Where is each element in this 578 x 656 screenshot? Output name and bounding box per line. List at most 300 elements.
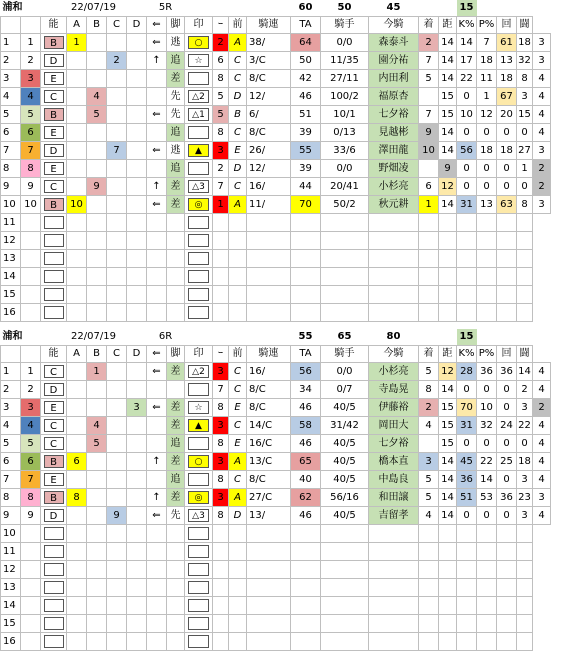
mark-cell[interactable] xyxy=(185,196,213,214)
empty-cell[interactable] xyxy=(213,579,229,597)
input-box[interactable] xyxy=(188,306,210,319)
row-number[interactable]: 11 xyxy=(1,214,21,232)
empty-cell[interactable] xyxy=(147,250,167,268)
jockey-stats-cell[interactable]: 31/42 xyxy=(321,417,369,435)
rank-b-cell[interactable]: 4 xyxy=(87,417,107,435)
empty-cell[interactable] xyxy=(419,286,439,304)
row-number[interactable]: 8 xyxy=(1,489,21,507)
k-percent-cell[interactable]: 0 xyxy=(457,435,477,453)
k-percent-2-cell[interactable]: 36 xyxy=(477,363,497,381)
input-box[interactable] xyxy=(44,617,64,630)
empty-cell[interactable] xyxy=(147,304,167,322)
p-percent-cell[interactable]: 63 xyxy=(497,196,517,214)
empty-cell[interactable] xyxy=(87,543,107,561)
empty-cell[interactable] xyxy=(517,268,533,286)
k-percent-2-cell[interactable]: 14 xyxy=(477,471,497,489)
column-header[interactable]: K% xyxy=(457,346,477,363)
column-header[interactable]: A xyxy=(67,346,87,363)
input-box[interactable] xyxy=(188,288,210,301)
empty-cell[interactable] xyxy=(107,286,127,304)
fight-cell[interactable]: 4 xyxy=(533,363,551,381)
empty-cell[interactable] xyxy=(419,561,439,579)
input-box[interactable] xyxy=(44,306,64,319)
frame-number[interactable]: 4 xyxy=(21,417,41,435)
column-header[interactable]: 脚 xyxy=(167,17,185,34)
rank-a-cell[interactable] xyxy=(67,52,87,70)
empty-cell[interactable] xyxy=(517,543,533,561)
column-header[interactable]: 闘 xyxy=(517,346,533,363)
ability-cell[interactable] xyxy=(41,399,67,417)
kiren-cell[interactable]: 13/ xyxy=(247,507,291,525)
distance-cell[interactable]: 15 xyxy=(439,417,457,435)
empty-cell[interactable] xyxy=(517,633,533,651)
ta-cell[interactable]: 46 xyxy=(291,507,321,525)
finish-cell[interactable]: 7 xyxy=(419,52,439,70)
empty-cell[interactable] xyxy=(167,268,185,286)
kiren-cell[interactable]: 12/ xyxy=(247,160,291,178)
ta-cell[interactable]: 51 xyxy=(291,106,321,124)
k-percent-cell[interactable]: 10 xyxy=(457,106,477,124)
count-cell[interactable]: 0 xyxy=(517,124,533,142)
leg-style-cell[interactable]: 差 xyxy=(167,489,185,507)
frame-number[interactable]: 1 xyxy=(21,363,41,381)
rank-c-cell[interactable] xyxy=(107,471,127,489)
empty-cell[interactable] xyxy=(247,579,291,597)
ability-cell[interactable] xyxy=(41,88,67,106)
row-number[interactable]: 13 xyxy=(1,579,21,597)
jockey-name-cell[interactable]: 小杉亮 xyxy=(369,363,419,381)
empty-cell[interactable] xyxy=(369,214,419,232)
k-percent-2-cell[interactable]: 7 xyxy=(477,34,497,52)
empty-cell[interactable] xyxy=(229,232,247,250)
corner-cell[interactable] xyxy=(21,17,41,34)
empty-cell[interactable] xyxy=(517,250,533,268)
column-header[interactable]: 回 xyxy=(497,346,517,363)
empty-cell[interactable] xyxy=(457,597,477,615)
ta-cell[interactable]: 58 xyxy=(291,417,321,435)
prediction-mark[interactable]: ◎ xyxy=(188,198,210,211)
empty-cell[interactable] xyxy=(321,561,369,579)
fight-cell[interactable]: 4 xyxy=(533,70,551,88)
rank-c-cell[interactable]: 2 xyxy=(107,52,127,70)
empty-cell[interactable] xyxy=(369,633,419,651)
ability-cell[interactable] xyxy=(41,471,67,489)
mark-cell[interactable] xyxy=(185,417,213,435)
race-number[interactable]: 5R xyxy=(158,2,173,13)
prediction-mark[interactable]: ☆ xyxy=(188,54,210,67)
finish-cell[interactable]: 9 xyxy=(419,124,439,142)
empty-cell[interactable] xyxy=(41,250,67,268)
empty-cell[interactable] xyxy=(229,615,247,633)
ability-grade[interactable]: C xyxy=(44,365,64,378)
leg-style-cell[interactable] xyxy=(167,381,185,399)
empty-cell[interactable] xyxy=(497,633,517,651)
ta-cell[interactable]: 44 xyxy=(291,178,321,196)
mark-cell[interactable] xyxy=(185,88,213,106)
header-value-3[interactable]: 45 xyxy=(386,2,401,13)
mark-letter-cell[interactable]: C xyxy=(229,381,247,399)
empty-cell[interactable] xyxy=(229,214,247,232)
k-percent-2-cell[interactable]: 13 xyxy=(477,196,497,214)
rank-b-cell[interactable] xyxy=(87,52,107,70)
empty-cell[interactable] xyxy=(321,615,369,633)
mark-number-cell[interactable]: 5 xyxy=(213,106,229,124)
empty-cell[interactable] xyxy=(439,633,457,651)
count-cell[interactable]: 3 xyxy=(517,399,533,417)
empty-cell[interactable] xyxy=(439,615,457,633)
rank-c-cell[interactable] xyxy=(107,106,127,124)
empty-cell[interactable] xyxy=(21,304,41,322)
arrow-cell[interactable]: ⇐ xyxy=(147,142,167,160)
column-header[interactable]: ｰ xyxy=(213,346,229,363)
kiren-cell[interactable]: 27/C xyxy=(247,489,291,507)
finish-cell[interactable]: 8 xyxy=(419,381,439,399)
k-percent-2-cell[interactable]: 1 xyxy=(477,88,497,106)
arrow-cell[interactable]: ⇐ xyxy=(147,507,167,525)
mark-number-cell[interactable]: 3 xyxy=(213,363,229,381)
empty-cell[interactable] xyxy=(247,525,291,543)
ta-cell[interactable]: 39 xyxy=(291,160,321,178)
empty-cell[interactable] xyxy=(167,579,185,597)
row-number[interactable]: 2 xyxy=(1,381,21,399)
empty-cell[interactable] xyxy=(439,579,457,597)
rank-d-cell[interactable] xyxy=(127,88,147,106)
prediction-mark[interactable]: ▲ xyxy=(188,419,210,432)
column-header[interactable]: 能 xyxy=(41,346,67,363)
distance-cell[interactable]: 9 xyxy=(439,160,457,178)
row-number[interactable]: 4 xyxy=(1,417,21,435)
count-cell[interactable]: 3 xyxy=(517,507,533,525)
empty-cell[interactable] xyxy=(497,543,517,561)
empty-cell[interactable] xyxy=(321,633,369,651)
empty-cell[interactable] xyxy=(439,268,457,286)
mark-number-cell[interactable]: 3 xyxy=(213,453,229,471)
mark-cell[interactable] xyxy=(185,489,213,507)
count-cell[interactable]: 8 xyxy=(517,70,533,88)
empty-cell[interactable] xyxy=(67,286,87,304)
jockey-name-cell[interactable]: 岡田大 xyxy=(369,417,419,435)
k-percent-cell[interactable]: 70 xyxy=(457,399,477,417)
frame-number[interactable]: 2 xyxy=(21,52,41,70)
leg-style-cell[interactable]: 差 xyxy=(167,399,185,417)
mark-cell[interactable] xyxy=(185,435,213,453)
frame-number[interactable]: 6 xyxy=(21,124,41,142)
jockey-stats-cell[interactable]: 27/11 xyxy=(321,70,369,88)
rank-d-cell[interactable] xyxy=(127,489,147,507)
empty-cell[interactable] xyxy=(147,633,167,651)
ability-grade[interactable]: E xyxy=(44,126,64,139)
k-percent-cell[interactable]: 36 xyxy=(457,471,477,489)
header-value-2[interactable]: 50 xyxy=(337,2,352,13)
column-header[interactable]: B xyxy=(87,346,107,363)
column-header[interactable]: TA xyxy=(291,346,321,363)
empty-cell[interactable] xyxy=(107,633,127,651)
empty-cell[interactable] xyxy=(439,250,457,268)
mark-number-cell[interactable]: 6 xyxy=(213,52,229,70)
empty-cell[interactable] xyxy=(477,615,497,633)
frame-number[interactable]: 9 xyxy=(21,178,41,196)
empty-cell[interactable] xyxy=(229,597,247,615)
rank-d-cell[interactable]: 3 xyxy=(127,399,147,417)
distance-header[interactable]: 15 xyxy=(457,0,477,17)
ability-grade[interactable]: D xyxy=(44,144,64,157)
prediction-mark[interactable]: ☆ xyxy=(188,401,210,414)
arrow-cell[interactable] xyxy=(147,124,167,142)
ability-grade[interactable]: E xyxy=(44,72,64,85)
rank-d-cell[interactable] xyxy=(127,196,147,214)
empty-cell[interactable] xyxy=(21,525,41,543)
prediction-mark[interactable]: ○ xyxy=(188,36,210,49)
ability-grade[interactable]: C xyxy=(44,180,64,193)
empty-cell[interactable] xyxy=(213,633,229,651)
corner-cell[interactable] xyxy=(21,346,41,363)
row-number[interactable]: 1 xyxy=(1,34,21,52)
empty-cell[interactable] xyxy=(247,214,291,232)
empty-cell[interactable] xyxy=(457,615,477,633)
empty-cell[interactable] xyxy=(67,268,87,286)
corner-cell[interactable] xyxy=(1,17,21,34)
empty-cell[interactable] xyxy=(107,615,127,633)
spacer[interactable] xyxy=(185,0,291,17)
mark-letter-cell[interactable]: C xyxy=(229,178,247,196)
mark-cell[interactable] xyxy=(185,399,213,417)
arrow-cell[interactable]: ↑ xyxy=(147,178,167,196)
empty-cell[interactable] xyxy=(229,304,247,322)
p-percent-cell[interactable]: 24 xyxy=(497,417,517,435)
empty-cell[interactable] xyxy=(439,597,457,615)
jockey-stats-cell[interactable]: 0/0 xyxy=(321,363,369,381)
empty-cell[interactable] xyxy=(517,286,533,304)
ability-cell[interactable] xyxy=(41,363,67,381)
input-box[interactable] xyxy=(44,635,64,648)
row-number[interactable]: 10 xyxy=(1,525,21,543)
empty-cell[interactable] xyxy=(369,232,419,250)
mark-letter-cell[interactable]: D xyxy=(229,160,247,178)
column-header[interactable]: B xyxy=(87,17,107,34)
empty-cell[interactable] xyxy=(213,525,229,543)
empty-cell[interactable] xyxy=(477,268,497,286)
frame-number[interactable]: 3 xyxy=(21,70,41,88)
spacer[interactable] xyxy=(419,329,457,346)
empty-cell[interactable] xyxy=(67,232,87,250)
k-percent-cell[interactable]: 51 xyxy=(457,489,477,507)
ability-grade[interactable]: C xyxy=(44,419,64,432)
frame-number[interactable]: 9 xyxy=(21,507,41,525)
empty-cell[interactable] xyxy=(21,250,41,268)
empty-cell[interactable] xyxy=(67,214,87,232)
rank-c-cell[interactable] xyxy=(107,453,127,471)
ability-cell[interactable] xyxy=(41,124,67,142)
empty-cell[interactable] xyxy=(21,268,41,286)
mark-number-cell[interactable]: 3 xyxy=(213,142,229,160)
row-number[interactable]: 1 xyxy=(1,363,21,381)
empty-cell[interactable] xyxy=(167,615,185,633)
k-percent-2-cell[interactable]: 0 xyxy=(477,160,497,178)
rank-a-cell[interactable] xyxy=(67,399,87,417)
mark-cell[interactable] xyxy=(185,381,213,399)
empty-cell[interactable] xyxy=(477,525,497,543)
jockey-name-cell[interactable]: 福原杏 xyxy=(369,88,419,106)
rank-d-cell[interactable] xyxy=(127,471,147,489)
count-cell[interactable]: 15 xyxy=(517,106,533,124)
mark-letter-cell[interactable]: A xyxy=(229,196,247,214)
finish-cell[interactable]: 4 xyxy=(419,507,439,525)
p-percent-cell[interactable]: 0 xyxy=(497,124,517,142)
arrow-cell[interactable] xyxy=(147,381,167,399)
jockey-name-cell[interactable]: 伊藤裕 xyxy=(369,399,419,417)
mark-cell[interactable] xyxy=(185,471,213,489)
k-percent-2-cell[interactable]: 10 xyxy=(477,399,497,417)
rank-b-cell[interactable] xyxy=(87,34,107,52)
k-percent-2-cell[interactable]: 0 xyxy=(477,435,497,453)
prediction-mark[interactable] xyxy=(188,162,210,175)
fight-cell[interactable]: 2 xyxy=(533,178,551,196)
jockey-name-cell[interactable]: 森泰斗 xyxy=(369,34,419,52)
empty-cell[interactable] xyxy=(229,543,247,561)
rank-a-cell[interactable] xyxy=(67,124,87,142)
count-cell[interactable]: 22 xyxy=(517,417,533,435)
input-box[interactable] xyxy=(188,581,210,594)
k-percent-cell[interactable]: 28 xyxy=(457,363,477,381)
column-header[interactable]: 騎連 xyxy=(247,17,291,34)
jockey-stats-cell[interactable]: 50/2 xyxy=(321,196,369,214)
ability-grade[interactable]: C xyxy=(44,437,64,450)
mark-number-cell[interactable]: 3 xyxy=(213,489,229,507)
jockey-name-cell[interactable]: 七夕裕 xyxy=(369,435,419,453)
empty-cell[interactable] xyxy=(369,615,419,633)
k-percent-2-cell[interactable]: 0 xyxy=(477,178,497,196)
empty-cell[interactable] xyxy=(87,525,107,543)
fight-cell[interactable]: 3 xyxy=(533,489,551,507)
column-header[interactable]: ⇐ xyxy=(147,17,167,34)
column-header[interactable]: 着 xyxy=(419,346,439,363)
empty-cell[interactable] xyxy=(477,633,497,651)
empty-cell[interactable] xyxy=(247,615,291,633)
kiren-cell[interactable]: 6/ xyxy=(247,106,291,124)
ability-grade[interactable]: B xyxy=(44,36,64,49)
kiren-cell[interactable]: 11/ xyxy=(247,196,291,214)
prediction-mark[interactable] xyxy=(188,383,210,396)
arrow-cell[interactable]: ⇐ xyxy=(147,196,167,214)
header-value-1[interactable]: 60 xyxy=(298,2,313,13)
empty-cell[interactable] xyxy=(87,579,107,597)
mark-number-cell[interactable]: 8 xyxy=(213,507,229,525)
finish-cell[interactable]: 3 xyxy=(419,453,439,471)
column-header[interactable]: ｰ xyxy=(213,17,229,34)
empty-cell[interactable] xyxy=(167,597,185,615)
rank-a-cell[interactable] xyxy=(67,70,87,88)
distance-cell[interactable]: 14 xyxy=(439,70,457,88)
jockey-stats-cell[interactable]: 40/5 xyxy=(321,435,369,453)
empty-cell[interactable] xyxy=(517,525,533,543)
prediction-mark[interactable]: ▲ xyxy=(188,144,210,157)
empty-cell[interactable] xyxy=(439,561,457,579)
empty-cell[interactable] xyxy=(439,232,457,250)
rank-b-cell[interactable]: 1 xyxy=(87,363,107,381)
leg-style-cell[interactable]: 追 xyxy=(167,52,185,70)
mark-number-cell[interactable]: 8 xyxy=(213,471,229,489)
mark-letter-cell[interactable]: C xyxy=(229,52,247,70)
count-cell[interactable]: 0 xyxy=(517,435,533,453)
empty-cell[interactable] xyxy=(127,633,147,651)
empty-cell[interactable] xyxy=(419,579,439,597)
empty-cell[interactable] xyxy=(185,232,213,250)
empty-cell[interactable] xyxy=(517,597,533,615)
rank-c-cell[interactable] xyxy=(107,124,127,142)
rank-c-cell[interactable] xyxy=(107,88,127,106)
rank-b-cell[interactable] xyxy=(87,399,107,417)
jockey-name-cell[interactable]: 中島良 xyxy=(369,471,419,489)
empty-cell[interactable] xyxy=(369,525,419,543)
jockey-name-cell[interactable]: 七夕裕 xyxy=(369,106,419,124)
finish-cell[interactable]: 5 xyxy=(419,70,439,88)
column-header[interactable]: 闘 xyxy=(517,17,533,34)
column-header[interactable]: 能 xyxy=(41,17,67,34)
empty-cell[interactable] xyxy=(247,543,291,561)
rank-b-cell[interactable] xyxy=(87,453,107,471)
empty-cell[interactable] xyxy=(419,597,439,615)
empty-cell[interactable] xyxy=(419,268,439,286)
empty-cell[interactable] xyxy=(419,525,439,543)
column-header[interactable]: 前 xyxy=(229,17,247,34)
mark-letter-cell[interactable]: A xyxy=(229,34,247,52)
jockey-name-cell[interactable]: 見越彬 xyxy=(369,124,419,142)
column-header[interactable]: ⇐ xyxy=(147,346,167,363)
arrow-cell[interactable]: ⇐ xyxy=(147,34,167,52)
ability-grade[interactable]: B xyxy=(44,491,64,504)
mark-number-cell[interactable]: 7 xyxy=(213,178,229,196)
ability-cell[interactable] xyxy=(41,160,67,178)
empty-cell[interactable] xyxy=(67,579,87,597)
row-number[interactable]: 15 xyxy=(1,615,21,633)
empty-cell[interactable] xyxy=(21,214,41,232)
leg-style-cell[interactable]: 差 xyxy=(167,70,185,88)
input-box[interactable] xyxy=(188,270,210,283)
row-number[interactable]: 3 xyxy=(1,70,21,88)
empty-cell[interactable] xyxy=(41,214,67,232)
rank-d-cell[interactable] xyxy=(127,363,147,381)
empty-cell[interactable] xyxy=(497,214,517,232)
rank-c-cell[interactable] xyxy=(107,178,127,196)
jockey-stats-cell[interactable]: 100/2 xyxy=(321,88,369,106)
empty-cell[interactable] xyxy=(127,304,147,322)
arrow-cell[interactable] xyxy=(147,471,167,489)
frame-number[interactable]: 4 xyxy=(21,88,41,106)
k-percent-cell[interactable]: 22 xyxy=(457,70,477,88)
column-header[interactable]: K% xyxy=(457,17,477,34)
empty-cell[interactable] xyxy=(497,561,517,579)
empty-cell[interactable] xyxy=(291,214,321,232)
empty-cell[interactable] xyxy=(127,268,147,286)
empty-cell[interactable] xyxy=(167,232,185,250)
kiren-cell[interactable]: 8/C xyxy=(247,124,291,142)
rank-d-cell[interactable] xyxy=(127,142,147,160)
empty-cell[interactable] xyxy=(167,286,185,304)
distance-cell[interactable]: 12 xyxy=(439,178,457,196)
k-percent-cell[interactable]: 31 xyxy=(457,196,477,214)
jockey-name-cell[interactable]: 内田利 xyxy=(369,70,419,88)
ability-cell[interactable] xyxy=(41,106,67,124)
jockey-name-cell[interactable]: 和田譲 xyxy=(369,489,419,507)
mark-letter-cell[interactable]: D xyxy=(229,507,247,525)
empty-cell[interactable] xyxy=(147,232,167,250)
empty-cell[interactable] xyxy=(87,561,107,579)
empty-cell[interactable] xyxy=(107,232,127,250)
mark-cell[interactable] xyxy=(185,453,213,471)
jockey-stats-cell[interactable]: 56/16 xyxy=(321,489,369,507)
empty-cell[interactable] xyxy=(87,232,107,250)
empty-cell[interactable] xyxy=(247,597,291,615)
